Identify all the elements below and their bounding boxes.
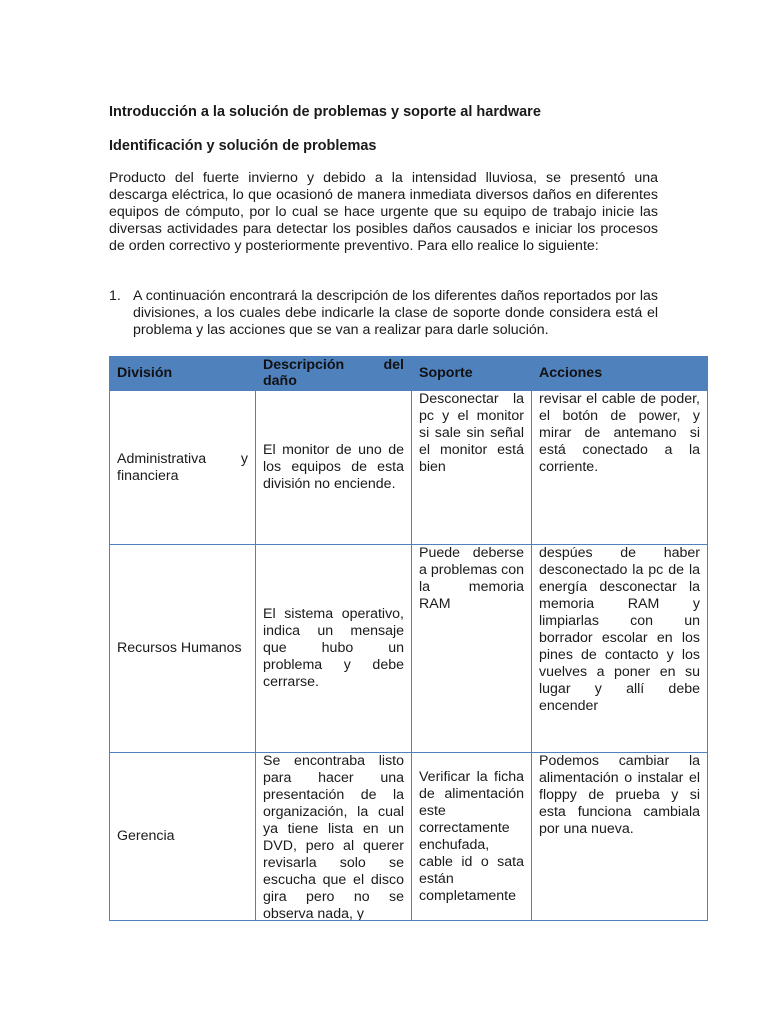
table-header-row bbox=[110, 357, 708, 391]
table-row bbox=[110, 753, 708, 921]
cell-acciones: despúes de haber desconectado la pc de la energía desconectar la memoria RAM y limpiarlas con un borrador escolar en los pines de contacto y los vuelves a poner en su lugar y allí debe encender bbox=[532, 545, 708, 753]
header-soporte: Soporte bbox=[412, 357, 532, 391]
heading-identificacion: Identificación y solución de problemas bbox=[109, 138, 377, 154]
header-descripcion: Descripción del daño bbox=[256, 357, 412, 391]
cell-descripcion-text: Se encontraba listo para hacer una presentación de la organización, la cual ya tiene lista en un DVD, pero al querer revisarla solo se escucha que el disco gira pero no se observa nada, y bbox=[263, 753, 404, 920]
numbered-list-item bbox=[109, 288, 658, 339]
list-number: 1. bbox=[109, 288, 121, 304]
heading-intro: Introducción a la solución de problemas y soporte al hardware bbox=[109, 104, 541, 120]
cell-soporte: Puede deberse a problemas con la memoria RAM bbox=[412, 545, 532, 753]
intro-paragraph: Producto del fuerte invierno y debido a la intensidad lluviosa, se presentó una descarga eléctrica, lo que ocasionó de manera inmediata diversos daños en diferentes equipos de cómputo, por lo cual se hace urgente que su equipo de trabajo inicie las diversas actividades para detectar los posibles daños causados e iniciar los procesos de orden correctivo y posteriormente preventivo. Para ello realice lo siguiente: bbox=[109, 170, 658, 254]
cell-division: Administrativa y financiera bbox=[110, 391, 256, 545]
cell-division: Recursos Humanos bbox=[110, 545, 256, 753]
list-text: A continuación encontrará la descripción de los diferentes daños reportados por las divisiones, a los cuales debe indicarle la clase de soporte donde considera está el problema y las acciones que se van a realizar para darle solución. bbox=[133, 288, 658, 338]
cell-soporte bbox=[412, 753, 532, 921]
cell-division: Gerencia bbox=[110, 753, 256, 921]
cell-soporte: Desconectar la pc y el monitor si sale sin señal el monitor está bien bbox=[412, 391, 532, 545]
cell-descripcion bbox=[256, 753, 412, 921]
table-row bbox=[110, 545, 708, 753]
header-acciones: Acciones bbox=[532, 357, 708, 391]
damage-table bbox=[109, 356, 708, 921]
cell-descripcion: El monitor de uno de los equipos de esta división no enciende. bbox=[256, 391, 412, 545]
cell-descripcion: El sistema operativo, indica un mensaje que hubo un problema y debe cerrarse. bbox=[256, 545, 412, 753]
cell-acciones: revisar el cable de poder, el botón de power, y mirar de antemano si está conectado a la corriente. bbox=[532, 391, 708, 545]
table-row bbox=[110, 391, 708, 545]
cell-soporte-text: Verificar la ficha de alimentación este correctamente enchufada, cable id o sata están completamente bbox=[419, 768, 524, 904]
header-division: División bbox=[110, 357, 256, 391]
cell-acciones: Podemos cambiar la alimentación o instalar el floppy de prueba y si esta funciona cambiala por una nueva. bbox=[532, 753, 708, 921]
